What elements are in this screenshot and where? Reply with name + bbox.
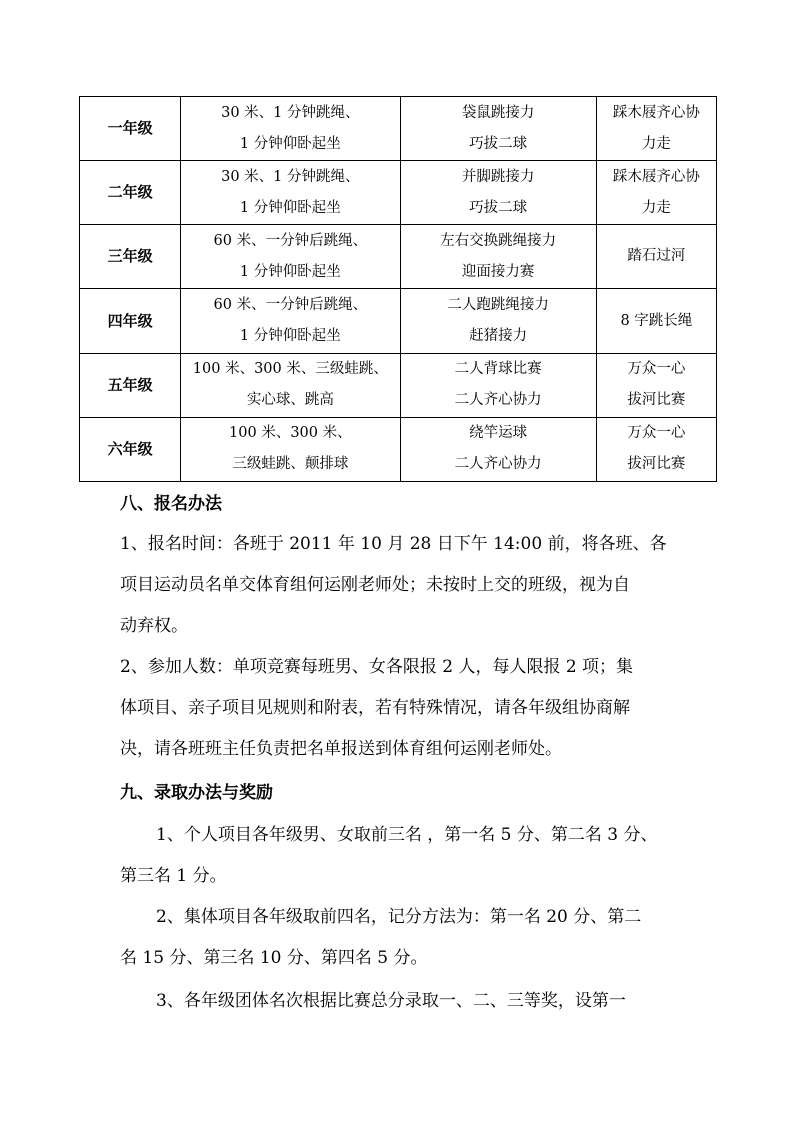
event-line: 30 米、1 分钟跳绳、: [221, 104, 360, 121]
event-line: 拔河比赛: [627, 456, 686, 473]
individual-events-cell: [181, 97, 400, 161]
event-line: 左右交换跳绳接力: [440, 232, 557, 249]
section-9-paragraph-1: [120, 815, 680, 897]
event-line: 力走: [641, 199, 671, 216]
event-line: 二人跑跳绳接力: [447, 297, 549, 314]
team-events-cell: [400, 225, 596, 289]
event-line: 拔河比赛: [627, 392, 686, 409]
team-events-cell: [400, 417, 596, 481]
table-row: [80, 161, 717, 225]
parent-events-cell: [596, 289, 716, 353]
table-row: [80, 225, 717, 289]
event-line: 万众一心: [627, 425, 686, 442]
event-line: 巧拔二球: [469, 199, 528, 216]
team-events-cell: [400, 289, 596, 353]
grade-cell: 四年级: [80, 289, 181, 353]
section-9-heading: 九、录取办法与奖励: [120, 783, 273, 803]
grade-cell: 三年级: [80, 225, 181, 289]
event-line: 1 分钟仰卧起坐: [239, 199, 341, 216]
event-line: 踩木屐齐心协: [612, 168, 700, 185]
event-line: 赶猪接力: [469, 328, 528, 345]
event-line: 袋鼠跳接力: [461, 104, 535, 121]
event-line: 100 米、300 米、三级蛙跳、: [192, 361, 388, 378]
parent-events-cell: [596, 161, 716, 225]
event-line: 60 米、一分钟后跳绳、: [213, 297, 368, 314]
section-8-paragraph-2: [120, 647, 680, 770]
table-row: [80, 353, 717, 417]
text-line: 2、参加人数：单项竞赛每班男、女各限报 2 人，每人限报 2 项；集: [120, 657, 634, 677]
individual-events-cell: [181, 161, 400, 225]
text-line: 第三名 1 分。: [120, 866, 227, 886]
team-events-cell: [400, 97, 596, 161]
section-8-paragraph-1: [120, 524, 680, 647]
text-line: 体项目、亲子项目见规则和附表，若有特殊情况，请各年级组协商解: [120, 698, 630, 718]
section-9-paragraph-2: [120, 897, 680, 979]
event-line: 踏石过河: [627, 248, 686, 265]
event-line: 1 分钟仰卧起坐: [239, 135, 341, 152]
grade-cell: 五年级: [80, 353, 181, 417]
text-line: 决，请各班班主任负责把名单报送到体育组何运刚老师处。: [120, 739, 562, 759]
text-line: 3、各年级团体名次根据比赛总分录取一、二、三等奖，设第一: [156, 991, 626, 1011]
event-line: 三级蛙跳、颠排球: [232, 456, 349, 473]
event-line: 并脚跳接力: [461, 168, 535, 185]
individual-events-cell: [181, 417, 400, 481]
event-line: 1 分钟仰卧起坐: [239, 263, 341, 280]
event-line: 踩木屐齐心协: [612, 104, 700, 121]
individual-events-cell: [181, 225, 400, 289]
event-line: 力走: [641, 135, 671, 152]
individual-events-cell: [181, 353, 400, 417]
table-row: [80, 97, 717, 161]
event-line: 1 分钟仰卧起坐: [239, 328, 341, 345]
text-line: 1、报名时间：各班于 2011 年 10 月 28 日下午 14:00 前，将各班、各: [120, 534, 667, 554]
grade-cell: 二年级: [80, 161, 181, 225]
event-line: 巧拔二球: [469, 135, 528, 152]
event-line: 绕竿运球: [469, 425, 528, 442]
event-line: 60 米、一分钟后跳绳、: [213, 232, 368, 249]
event-line: 8 字跳长绳: [620, 312, 693, 329]
parent-events-cell: [596, 417, 716, 481]
event-line: 二人背球比赛: [454, 361, 542, 378]
text-line: 动弃权。: [120, 616, 188, 636]
text-line: 2、集体项目各年级取前四名，记分方法为：第一名 20 分、第二: [156, 907, 642, 927]
table-row: [80, 289, 717, 353]
grade-cell: 六年级: [80, 417, 181, 481]
event-line: 100 米、300 米、: [229, 425, 352, 442]
event-line: 30 米、1 分钟跳绳、: [221, 168, 360, 185]
events-table-body: [80, 97, 717, 482]
event-line: 实心球、跳高: [246, 392, 334, 409]
text-line: 1、个人项目各年级男、女取前三名 ，第一名 5 分、第二名 3 分、: [156, 825, 658, 845]
team-events-cell: [400, 161, 596, 225]
text-line: 名 15 分、第三名 10 分、第四名 5 分。: [120, 948, 428, 968]
grade-cell: 一年级: [80, 97, 181, 161]
event-line: 万众一心: [627, 361, 686, 378]
event-line: 二人齐心协力: [454, 456, 542, 473]
section-9-paragraph-3: [120, 981, 680, 1022]
individual-events-cell: [181, 289, 400, 353]
text-line: 项目运动员名单交体育组何运刚老师处；未按时上交的班级，视为自: [120, 575, 630, 595]
events-table: [79, 96, 717, 482]
parent-events-cell: [596, 225, 716, 289]
event-line: 迎面接力赛: [461, 263, 535, 280]
parent-events-cell: [596, 97, 716, 161]
parent-events-cell: [596, 353, 716, 417]
table-row: [80, 417, 717, 481]
section-8-heading: 八、报名办法: [120, 494, 222, 514]
event-line: 二人齐心协力: [454, 392, 542, 409]
team-events-cell: [400, 353, 596, 417]
